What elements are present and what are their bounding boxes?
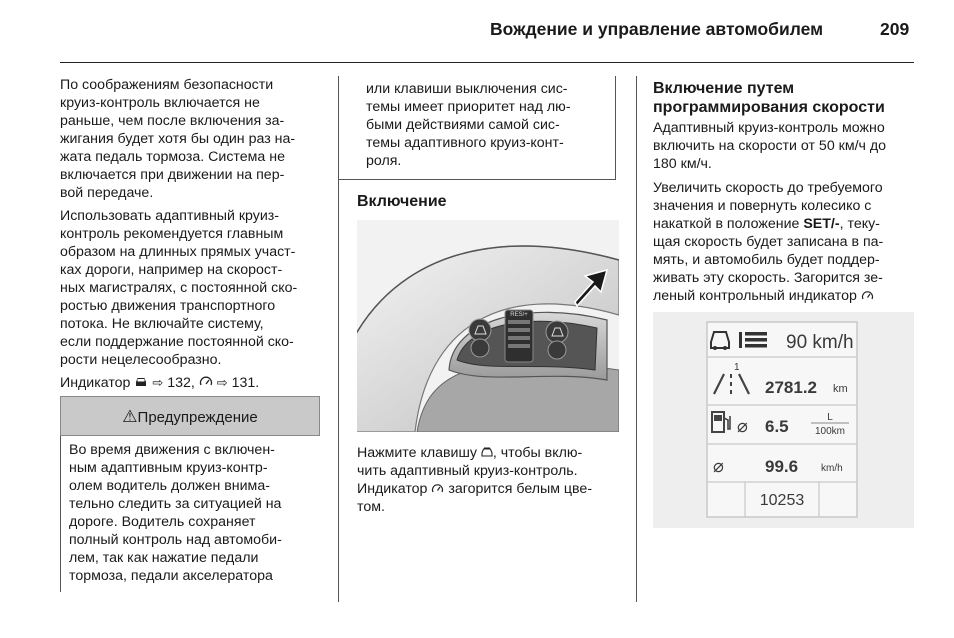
warning-box — [60, 396, 320, 592]
warning-triangle-icon: ⚠ — [122, 407, 138, 426]
cruise-control-icon — [431, 483, 444, 494]
paragraph-set-speed: Увеличить скорость до требуемого значения и повернуть колесико с накаткой в положение SET/-, теку- щая скорость будет записана в па- мять, и автомобиль будет поддер- живать эту скорость. Загорится зе- леный контрольный индикатор — [653, 180, 884, 304]
section-heading-programming: Включение путем программирования скорости — [653, 80, 885, 116]
consumption-unit-bottom: 100km — [814, 426, 846, 437]
cruise-control-icon — [861, 290, 874, 301]
paragraph-speed-range: Адаптивный круиз-контроль можно включить на скорости от 50 км/ч до 180 км/ч. — [653, 120, 887, 172]
header-divider — [60, 62, 914, 63]
consumption-unit-top: L — [827, 412, 833, 423]
page-header-title: Вождение и управление автомобилем — [490, 19, 824, 39]
avg-speed: 99.6 — [765, 457, 799, 476]
res-plus-label: RES/+ — [510, 312, 528, 318]
steering-wheel-illustration — [357, 220, 619, 432]
warning-header — [60, 396, 320, 436]
trip-unit: km — [833, 383, 848, 395]
cluster-speed: 90 km/h — [786, 332, 854, 353]
instrument-cluster-display — [653, 312, 914, 528]
car-ahead-icon — [481, 447, 493, 458]
diameter-icon: ⌀ — [737, 416, 748, 436]
column-3 — [653, 119, 915, 305]
set-minus-label: SET/- — [803, 216, 840, 232]
diameter-icon: ⌀ — [713, 456, 724, 476]
trip-distance: 2781.2 — [765, 378, 817, 397]
warning-title: Предупреждение — [137, 409, 258, 426]
activation-text: Нажмите клавишу , чтобы вклю- чить адаптивный круиз-контроль. Индикатор загорится белым цве- том. — [357, 445, 593, 515]
warning-body: Во время движения с включен- ным адаптивным круиз-контр- олем водитель должен внима- тельно следить за ситуацией на дороге. Водитель сохраняет полный контроль над автомоби- лем, так как нажатие педали тормоза, педали акселератора — [60, 436, 320, 592]
cruise-control-icon — [199, 376, 213, 388]
section-heading-activation: Включение — [357, 193, 447, 210]
odometer: 10253 — [759, 492, 805, 509]
page-number: 209 — [880, 19, 910, 39]
car-ahead-icon — [134, 376, 148, 388]
warning-continuation-box: или клавиши выключения сис- темы имеет приоритет над лю- быми действиями самой сис- темы адаптивного круиз-конт- роля. — [338, 76, 616, 180]
column-1 — [60, 76, 322, 392]
indicator-line: Индикатор ⇨ 132, ⇨ 131. — [60, 375, 260, 391]
column-divider — [636, 76, 637, 602]
paragraph-safety: По соображениям безопасности круиз-контроль включается не раньше, чем после включения за- жигания будет хотя бы один раз на- жата педаль тормоза. Система не включается при движении на пер- вой передаче. — [60, 77, 296, 201]
reference-arrow-icon: ⇨ — [152, 375, 164, 390]
avg-consumption: 6.5 — [765, 417, 789, 436]
reference-arrow-icon: ⇨ — [216, 375, 228, 390]
lane-number: 1 — [734, 362, 740, 373]
avg-speed-unit: km/h — [821, 463, 843, 474]
paragraph-usage: Использовать адаптивный круиз- контроль рекомендуется главным образом на длинных прямых участ- ках дороги, например на скорост- ных магистралях, с постоянной ско- ростью движения транспортного потока. Не включайте систему, если поддержание постоянной ско- рости нецелесообразно. — [60, 208, 298, 368]
